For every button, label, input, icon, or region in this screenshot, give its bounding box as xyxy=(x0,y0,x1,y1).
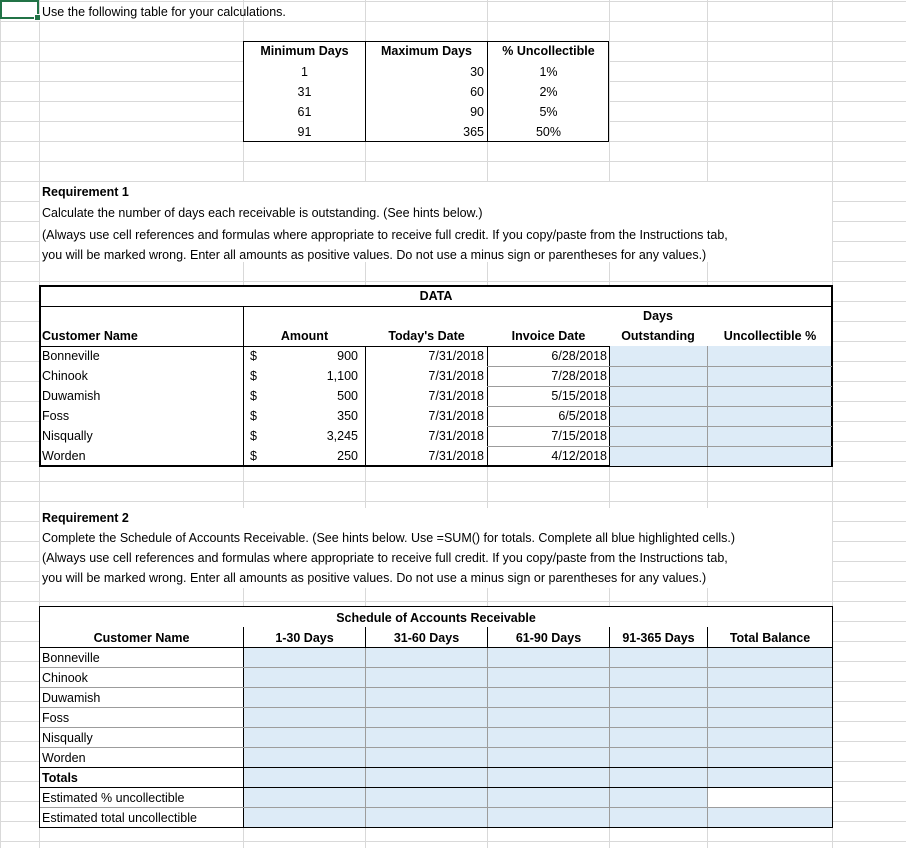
data-amount[interactable]: 250 xyxy=(337,449,358,463)
data-customer-name[interactable]: Foss xyxy=(42,409,70,423)
data-amount[interactable]: 900 xyxy=(337,349,358,363)
schedule-est-pct-label: Estimated % uncollectible xyxy=(42,791,185,805)
rate-max-cell[interactable]: 90 xyxy=(470,105,484,119)
schedule-customer-name[interactable]: Foss xyxy=(42,711,70,725)
rate-max-cell[interactable]: 365 xyxy=(463,125,484,139)
rate-min-cell[interactable]: 31 xyxy=(297,85,312,99)
data-customer-name[interactable]: Chinook xyxy=(42,369,88,383)
data-today-date[interactable]: 7/31/2018 xyxy=(428,449,484,463)
data-customer-name[interactable]: Worden xyxy=(42,449,86,463)
schedule-pct-inputs xyxy=(244,788,707,808)
data-invoice-date[interactable]: 7/15/2018 xyxy=(551,429,607,443)
rate-pct-cell[interactable]: 1% xyxy=(539,65,558,79)
currency-symbol: $ xyxy=(250,429,257,443)
rate-min-cell[interactable]: 61 xyxy=(297,105,312,119)
data-today-date[interactable]: 7/31/2018 xyxy=(428,349,484,363)
rate-header-max: Maximum Days xyxy=(380,44,472,58)
schedule-customer-name[interactable]: Bonneville xyxy=(42,651,100,665)
data-customer-name[interactable]: Duwamish xyxy=(42,389,101,403)
rate-pct-cell[interactable]: 2% xyxy=(539,85,558,99)
intro-text: Use the following table for your calculations. xyxy=(42,5,286,19)
req2-line1: Complete the Schedule of Accounts Receivable. (See hints below. Use =SUM() for totals. Complete all blue highlighted cells.) xyxy=(42,531,736,545)
data-invoice-date[interactable]: 5/15/2018 xyxy=(551,389,607,403)
data-today-date[interactable]: 7/31/2018 xyxy=(428,369,484,383)
schedule-title: Schedule of Accounts Receivable xyxy=(336,611,536,625)
currency-symbol: $ xyxy=(250,349,257,363)
schedule-totals-label: Totals xyxy=(42,771,78,785)
schedule-header-61-90: 61-90 Days xyxy=(515,631,582,645)
data-customer-name[interactable]: Bonneville xyxy=(42,349,100,363)
data-header-days-line1: Days xyxy=(643,309,673,323)
data-today-date[interactable]: 7/31/2018 xyxy=(428,429,484,443)
data-header-days-line2: Outstanding xyxy=(621,329,695,343)
req1-title: Requirement 1 xyxy=(42,185,129,199)
data-header-invoice: Invoice Date xyxy=(511,329,586,343)
currency-symbol: $ xyxy=(250,389,257,403)
schedule-customer-name[interactable]: Nisqually xyxy=(42,731,93,745)
schedule-customer-name[interactable]: Worden xyxy=(42,751,86,765)
schedule-header-total: Total Balance xyxy=(729,631,811,645)
currency-symbol: $ xyxy=(250,409,257,423)
rate-max-cell[interactable]: 60 xyxy=(470,85,484,99)
selected-cell[interactable] xyxy=(0,0,39,19)
currency-symbol: $ xyxy=(250,449,257,463)
data-today-date[interactable]: 7/31/2018 xyxy=(428,409,484,423)
data-amount[interactable]: 1,100 xyxy=(326,369,358,383)
data-invoice-date[interactable]: 7/28/2018 xyxy=(551,369,607,383)
data-header-amount: Amount xyxy=(280,329,329,343)
data-customer-name[interactable]: Nisqually xyxy=(42,429,93,443)
req2-title: Requirement 2 xyxy=(42,511,129,525)
data-header-uncollectible: Uncollectible % xyxy=(723,329,817,343)
schedule-header-1-30: 1-30 Days xyxy=(275,631,334,645)
data-header-customer: Customer Name xyxy=(42,329,138,343)
data-today-date[interactable]: 7/31/2018 xyxy=(428,389,484,403)
schedule-header-91-365: 91-365 Days xyxy=(622,631,695,645)
rate-pct-cell[interactable]: 50% xyxy=(535,125,562,139)
schedule-customer-name[interactable]: Chinook xyxy=(42,671,88,685)
data-header-today: Today's Date xyxy=(388,329,465,343)
schedule-est-total-label: Estimated total uncollectible xyxy=(42,811,197,825)
req2-line3: you will be marked wrong. Enter all amounts as positive values. Do not use a minus sign or parentheses for any values.) xyxy=(42,571,707,585)
rate-min-cell[interactable]: 1 xyxy=(301,65,308,79)
schedule-header-31-60: 31-60 Days xyxy=(393,631,460,645)
schedule-header-customer: Customer Name xyxy=(93,631,190,645)
req1-line3: you will be marked wrong. Enter all amounts as positive values. Do not use a minus sign or parentheses for any values.) xyxy=(42,248,707,262)
rate-min-cell[interactable]: 91 xyxy=(297,125,312,139)
rate-max-cell[interactable]: 30 xyxy=(470,65,484,79)
data-invoice-date[interactable]: 4/12/2018 xyxy=(551,449,607,463)
data-invoice-date[interactable]: 6/28/2018 xyxy=(551,349,607,363)
schedule-customer-name[interactable]: Duwamish xyxy=(42,691,101,705)
data-amount[interactable]: 500 xyxy=(337,389,358,403)
data-banner: DATA xyxy=(419,289,453,303)
data-invoice-date[interactable]: 6/5/2018 xyxy=(558,409,607,423)
data-amount[interactable]: 3,245 xyxy=(326,429,358,443)
rate-header-min: Minimum Days xyxy=(260,44,349,58)
rate-pct-cell[interactable]: 5% xyxy=(539,105,558,119)
req2-line2: (Always use cell references and formulas where appropriate to receive full credit. If you copy/paste from the Instructions tab, xyxy=(42,551,728,565)
req1-line1: Calculate the number of days each receivable is outstanding. (See hints below.) xyxy=(42,206,483,220)
schedule-est-inputs xyxy=(244,808,832,827)
rate-header-pct: % Uncollectible xyxy=(502,44,595,58)
currency-symbol: $ xyxy=(250,369,257,383)
data-amount[interactable]: 350 xyxy=(337,409,358,423)
req1-line2: (Always use cell references and formulas where appropriate to receive full credit. If you copy/paste from the Instructions tab, xyxy=(42,228,728,242)
